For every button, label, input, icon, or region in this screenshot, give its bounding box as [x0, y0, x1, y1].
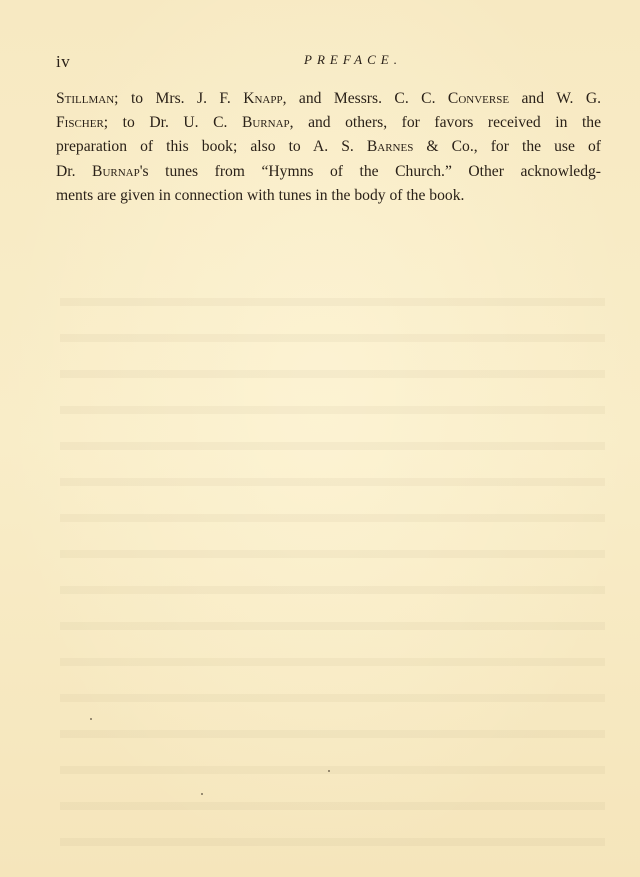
- small-caps-name: Burnap: [241, 114, 290, 132]
- text-run: preparation of this book; also to A. S.: [56, 138, 367, 156]
- text-line: [56, 160, 601, 184]
- text-run: & Co., for the use of: [413, 138, 601, 156]
- text-line: [56, 111, 601, 135]
- text-line: [56, 184, 601, 208]
- small-caps-name: Burnap: [92, 162, 140, 180]
- text-run: ments are given in connection with tunes in the body of the book.: [56, 186, 465, 204]
- running-title: PREFACE.: [304, 52, 402, 67]
- text-run: , and Messrs. C. C.: [282, 90, 448, 107]
- bleed-through: [60, 230, 605, 874]
- preface-paragraph: [56, 87, 601, 208]
- print-speck: [328, 770, 330, 772]
- text-run: Dr.: [56, 162, 93, 180]
- print-speck: [90, 718, 92, 720]
- text-run: ; to Mrs. J. F.: [114, 90, 244, 107]
- small-caps-name: Fischer: [56, 114, 104, 132]
- small-caps-name: Converse: [447, 90, 510, 107]
- text-run: ; to Dr. U. C.: [103, 114, 242, 132]
- text-run: and W. G.: [509, 90, 601, 107]
- small-caps-name: Stillman: [56, 90, 115, 107]
- small-caps-name: Knapp: [243, 90, 283, 107]
- text-run: 's tunes from “Hymns of the Church.” Other acknowledg-: [139, 162, 602, 180]
- print-speck: [201, 793, 203, 795]
- text-line: [56, 87, 601, 111]
- text-run: , and others, for favors received in the: [289, 114, 601, 132]
- small-caps-name: Barnes: [366, 138, 414, 156]
- text-line: [56, 135, 601, 159]
- page-number: iv: [56, 52, 71, 71]
- running-head: [56, 52, 600, 74]
